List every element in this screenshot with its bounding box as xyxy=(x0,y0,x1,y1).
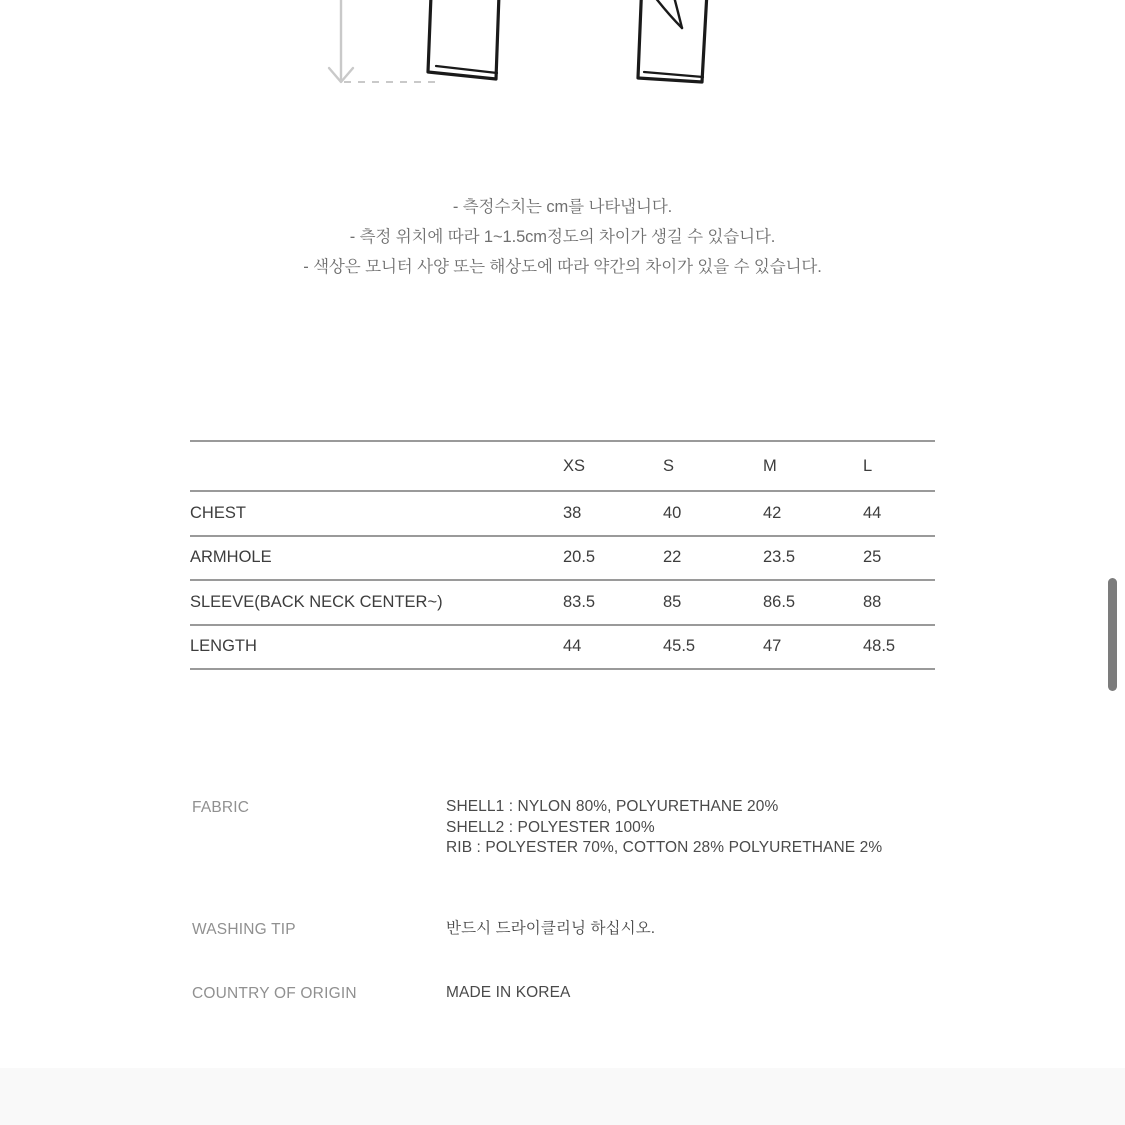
product-info-block xyxy=(192,797,952,1005)
info-label-country-of-origin: COUNTRY OF ORIGIN xyxy=(192,984,357,1002)
cell-length-m: 47 xyxy=(763,625,863,670)
info-row-fabric xyxy=(192,797,952,859)
washing-line: 반드시 드라이클리닝 하십시오. xyxy=(446,919,656,937)
row-label-chest: CHEST xyxy=(190,491,563,536)
garment-sleeve-left xyxy=(428,0,536,79)
down-arrow-icon xyxy=(329,0,353,82)
info-value-country-of-origin xyxy=(446,983,952,1004)
cell-length-s: 45.5 xyxy=(663,625,763,670)
row-label-armhole: ARMHOLE xyxy=(190,536,563,581)
note-line: - 색상은 모니터 사양 또는 해상도에 따라 약간의 차이가 있을 수 있습니다. xyxy=(303,258,822,276)
cell-length-l: 48.5 xyxy=(863,625,935,670)
size-table xyxy=(190,440,935,670)
fabric-line-shell2: SHELL2 : POLYESTER 100% xyxy=(446,818,655,836)
info-value-fabric xyxy=(446,797,952,859)
cell-armhole-m: 23.5 xyxy=(763,536,863,581)
info-value-washing-tip xyxy=(446,919,952,940)
info-row-washing-tip xyxy=(192,919,952,941)
cell-length-xs: 44 xyxy=(563,625,663,670)
table-header-l: L xyxy=(863,441,935,491)
cell-sleeve-m: 86.5 xyxy=(763,580,863,625)
cell-armhole-l: 25 xyxy=(863,536,935,581)
note-line: - 측정 위치에 따라 1~1.5cm정도의 차이가 생길 수 있습니다. xyxy=(349,228,776,246)
cell-chest-xs: 38 xyxy=(563,491,663,536)
footer-band xyxy=(0,1068,1125,1125)
cell-sleeve-xs: 83.5 xyxy=(563,580,663,625)
table-header-m: M xyxy=(763,441,863,491)
info-row-country-of-origin xyxy=(192,983,952,1005)
table-row xyxy=(190,536,935,581)
sleeve-measurement-diagram xyxy=(300,0,760,100)
row-label-sleeve: SLEEVE(BACK NECK CENTER~) xyxy=(190,580,563,625)
table-row xyxy=(190,625,935,670)
fabric-line-shell1: SHELL1 : NYLON 80%, POLYURETHANE 20% xyxy=(446,798,779,815)
table-row xyxy=(190,491,935,536)
measurement-notes xyxy=(0,192,1125,282)
cell-armhole-xs: 20.5 xyxy=(563,536,663,581)
row-label-length: LENGTH xyxy=(190,625,563,670)
table-corner-cell xyxy=(190,441,563,491)
table-header-s: S xyxy=(663,441,763,491)
size-chart xyxy=(190,440,935,670)
info-label-fabric: FABRIC xyxy=(192,799,250,816)
cell-chest-s: 40 xyxy=(663,491,763,536)
vertical-scrollbar[interactable] xyxy=(1108,0,1125,1125)
fabric-line-rib: RIB : POLYESTER 70%, COTTON 28% POLYURETHANE 2% xyxy=(446,839,883,857)
cell-chest-m: 42 xyxy=(763,491,863,536)
note-line: - 측정수치는 cm를 나타냅니다. xyxy=(452,198,673,216)
table-row xyxy=(190,580,935,625)
cell-armhole-s: 22 xyxy=(663,536,763,581)
garment-sleeve-right xyxy=(638,0,716,82)
table-header-row xyxy=(190,441,935,491)
table-header-xs: XS xyxy=(563,441,663,491)
cell-chest-l: 44 xyxy=(863,491,935,536)
scrollbar-thumb[interactable] xyxy=(1108,578,1117,691)
info-label-washing-tip: WASHING TIP xyxy=(192,920,296,938)
origin-line: MADE IN KOREA xyxy=(446,983,571,1001)
cell-sleeve-s: 85 xyxy=(663,580,763,625)
cell-sleeve-l: 88 xyxy=(863,580,935,625)
